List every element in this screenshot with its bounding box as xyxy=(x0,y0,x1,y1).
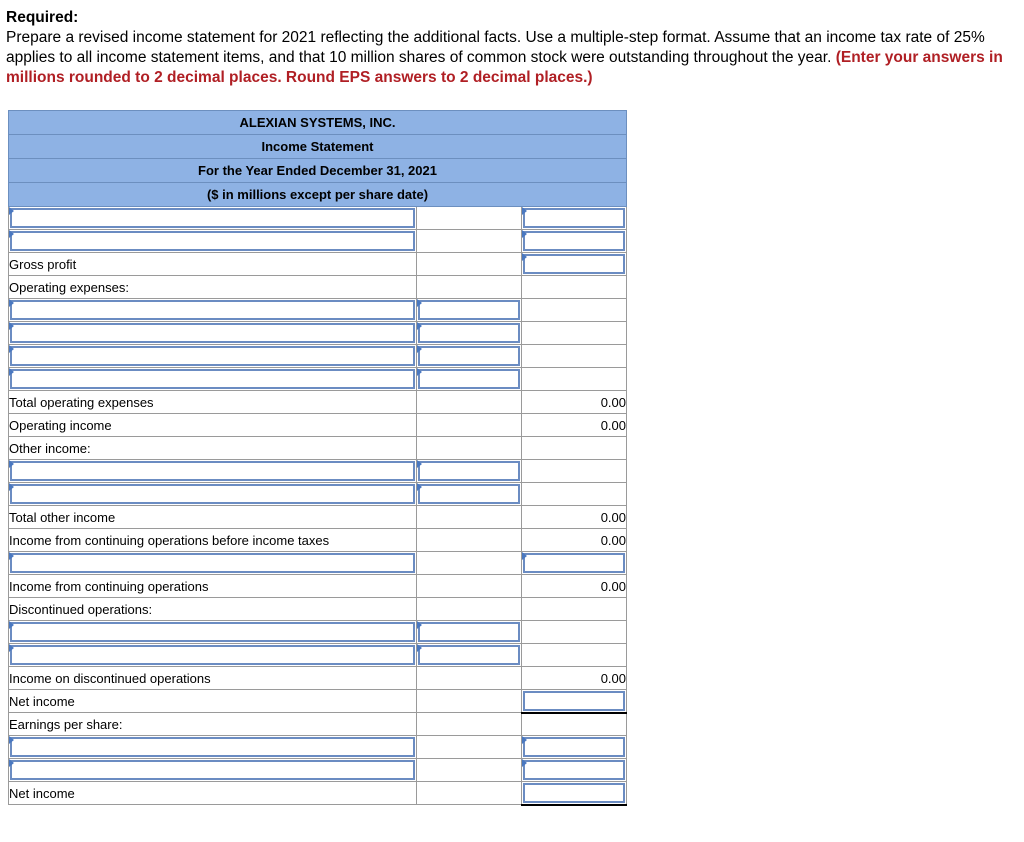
dropdown-marker-icon xyxy=(9,207,14,215)
table-row xyxy=(9,713,627,736)
dropdown-marker-icon xyxy=(9,621,14,629)
operating-expense-amount-input-3[interactable] xyxy=(418,346,520,366)
statement-period: For the Year Ended December 31, 2021 xyxy=(9,159,627,183)
operating-expenses-label: Operating expenses: xyxy=(9,276,417,299)
operating-expense-amount-input-4[interactable] xyxy=(418,369,520,389)
table-row xyxy=(9,322,627,345)
income-tax-amount-input[interactable] xyxy=(523,553,625,573)
dropdown-marker-icon xyxy=(9,552,14,560)
table-row xyxy=(9,598,627,621)
table-row xyxy=(9,644,627,667)
amount-input-1[interactable] xyxy=(523,208,625,228)
table-row xyxy=(9,759,627,782)
operating-expense-amount-input-1[interactable] xyxy=(418,300,520,320)
table-row xyxy=(9,667,627,690)
dropdown-marker-icon xyxy=(417,621,422,629)
table-row xyxy=(9,552,627,575)
eps-amount-input-2[interactable] xyxy=(523,760,625,780)
table-row xyxy=(9,414,627,437)
table-row xyxy=(9,299,627,322)
operating-expense-name-input-1[interactable] xyxy=(10,300,415,320)
dropdown-marker-icon xyxy=(522,207,527,215)
other-income-amount-input-2[interactable] xyxy=(418,484,520,504)
dropdown-marker-icon xyxy=(522,253,527,261)
other-income-amount-input-1[interactable] xyxy=(418,461,520,481)
dropdown-marker-icon xyxy=(9,299,14,307)
operating-income-label: Operating income xyxy=(9,414,417,437)
dropdown-marker-icon xyxy=(9,759,14,767)
income-before-taxes-value: 0.00 xyxy=(522,529,627,552)
table-row xyxy=(9,345,627,368)
gross-profit-label: Gross profit xyxy=(9,253,417,276)
account-name-input-1[interactable] xyxy=(10,208,415,228)
operating-expense-name-input-3[interactable] xyxy=(10,346,415,366)
operating-expense-name-input-4[interactable] xyxy=(10,369,415,389)
other-income-name-input-2[interactable] xyxy=(10,484,415,504)
table-row xyxy=(9,621,627,644)
dropdown-marker-icon xyxy=(9,322,14,330)
dropdown-marker-icon xyxy=(522,736,527,744)
eps-net-income-input[interactable] xyxy=(523,783,625,803)
dropdown-marker-icon xyxy=(417,483,422,491)
table-row xyxy=(9,368,627,391)
total-operating-expenses-label: Total operating expenses xyxy=(9,391,417,414)
account-name-input-2[interactable] xyxy=(10,231,415,251)
dropdown-marker-icon xyxy=(417,345,422,353)
instructions xyxy=(6,8,1018,88)
operating-expense-amount-input-2[interactable] xyxy=(418,323,520,343)
gross-profit-input[interactable] xyxy=(523,254,625,274)
statement-units: ($ in millions except per share date) xyxy=(9,183,627,207)
dropdown-marker-icon xyxy=(417,368,422,376)
table-row xyxy=(9,506,627,529)
total-operating-expenses-value: 0.00 xyxy=(522,391,627,414)
discontinued-name-input-2[interactable] xyxy=(10,645,415,665)
dropdown-marker-icon xyxy=(417,644,422,652)
statement-title: Income Statement xyxy=(9,135,627,159)
operating-income-value: 0.00 xyxy=(522,414,627,437)
income-statement-table xyxy=(8,110,627,806)
instructions-note: (Enter your answers in millions rounded to 2 decimal places. Round EPS answers to 2 decimal places.) xyxy=(6,49,1003,86)
company-name: ALEXIAN SYSTEMS, INC. xyxy=(9,111,627,135)
table-row xyxy=(9,391,627,414)
income-discontinued-value: 0.00 xyxy=(522,667,627,690)
table-row xyxy=(9,460,627,483)
table-row xyxy=(9,437,627,460)
dropdown-marker-icon xyxy=(9,368,14,376)
eps-net-income-label: Net income xyxy=(9,782,417,805)
income-discontinued-label: Income on discontinued operations xyxy=(9,667,417,690)
table-row xyxy=(9,782,627,805)
table-row xyxy=(9,207,627,230)
dropdown-marker-icon xyxy=(9,483,14,491)
income-continuing-value: 0.00 xyxy=(522,575,627,598)
dropdown-marker-icon xyxy=(522,759,527,767)
dropdown-marker-icon xyxy=(417,322,422,330)
discontinued-amount-input-2[interactable] xyxy=(418,645,520,665)
table-row xyxy=(9,736,627,759)
dropdown-marker-icon xyxy=(9,736,14,744)
other-income-name-input-1[interactable] xyxy=(10,461,415,481)
table-row xyxy=(9,253,627,276)
table-row xyxy=(9,483,627,506)
other-income-label: Other income: xyxy=(9,437,417,460)
discontinued-operations-label: Discontinued operations: xyxy=(9,598,417,621)
dropdown-marker-icon xyxy=(417,460,422,468)
dropdown-marker-icon xyxy=(9,644,14,652)
discontinued-amount-input-1[interactable] xyxy=(418,622,520,642)
dropdown-marker-icon xyxy=(522,230,527,238)
total-other-income-label: Total other income xyxy=(9,506,417,529)
dropdown-marker-icon xyxy=(417,299,422,307)
amount-input-2[interactable] xyxy=(523,231,625,251)
net-income-input[interactable] xyxy=(523,691,625,711)
instructions-body: Prepare a revised income statement for 2021 reflecting the additional facts. Use a multiple-step format. Assume that an income tax rate of 25% applies to all income statement items, and that 10 million shares of common stock were outstanding throughout the year. xyxy=(6,29,985,66)
income-continuing-label: Income from continuing operations xyxy=(9,575,417,598)
table-row xyxy=(9,230,627,253)
table-row xyxy=(9,276,627,299)
discontinued-name-input-1[interactable] xyxy=(10,622,415,642)
income-tax-name-input[interactable] xyxy=(10,553,415,573)
eps-name-input-1[interactable] xyxy=(10,737,415,757)
table-row xyxy=(9,575,627,598)
dropdown-marker-icon xyxy=(522,552,527,560)
eps-label: Earnings per share: xyxy=(9,713,417,736)
required-heading: Required: xyxy=(6,9,79,26)
operating-expense-name-input-2[interactable] xyxy=(10,323,415,343)
dropdown-marker-icon xyxy=(9,460,14,468)
dropdown-marker-icon xyxy=(9,230,14,238)
income-before-taxes-label: Income from continuing operations before income taxes xyxy=(9,529,417,552)
table-row xyxy=(9,529,627,552)
net-income-label: Net income xyxy=(9,690,417,713)
total-other-income-value: 0.00 xyxy=(522,506,627,529)
eps-name-input-2[interactable] xyxy=(10,760,415,780)
dropdown-marker-icon xyxy=(9,345,14,353)
eps-amount-input-1[interactable] xyxy=(523,737,625,757)
table-row xyxy=(9,690,627,713)
